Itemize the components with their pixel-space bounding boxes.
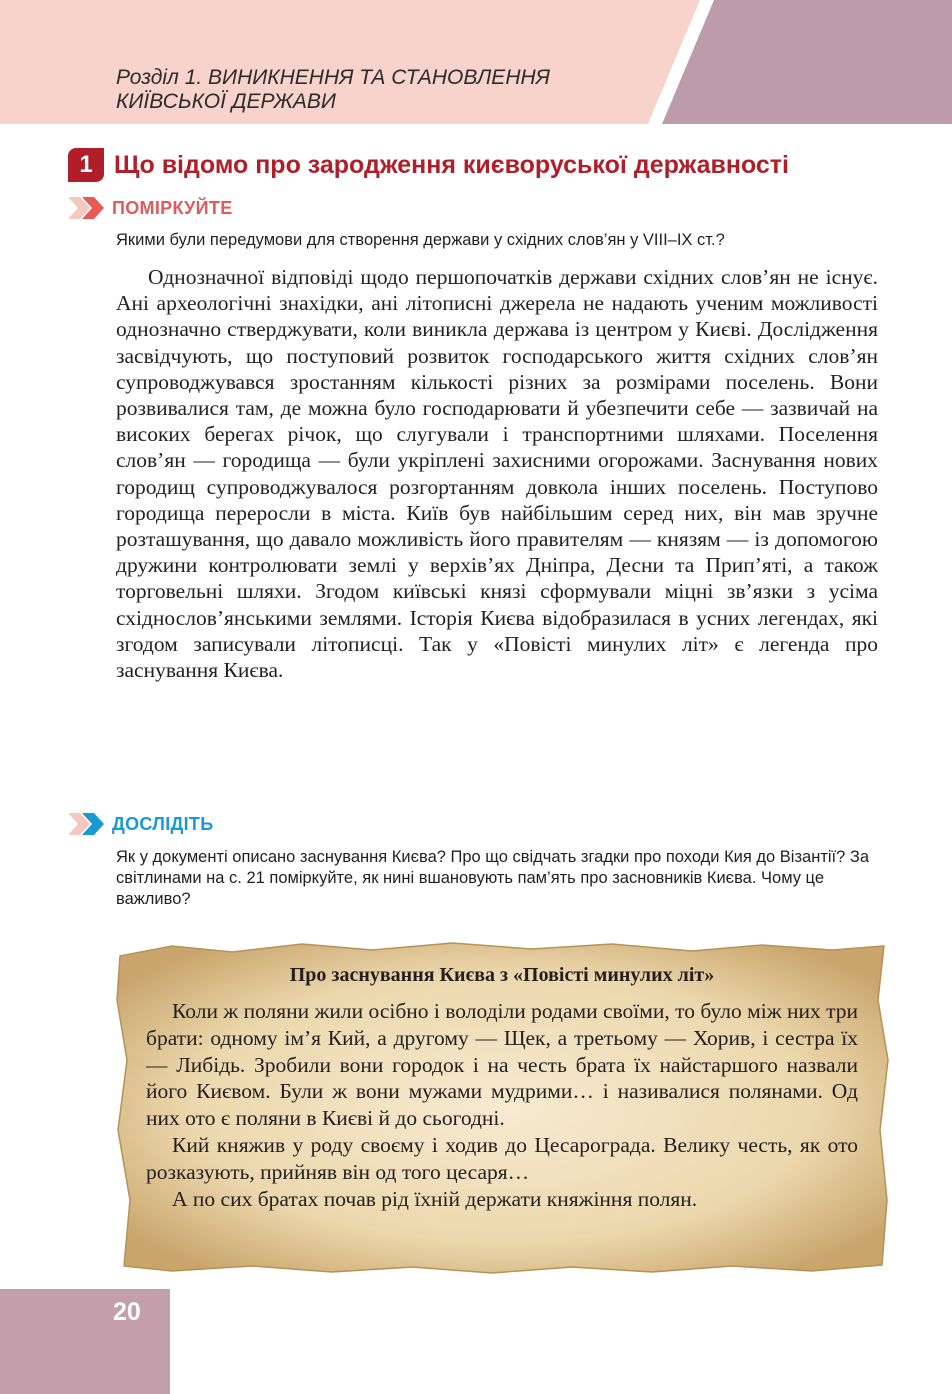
main-text: Однозначної відповіді щодо першопочатків держави східних слов’ян не існує. Ані археологічні знахідки, ані літописні джерела не надають ученим можливості однозначно стверджувати, коли виникла держава із центром у Києві. Дослідження засвідчують, що поступовий розвиток господарського життя східних слов’ян супроводжувався зростанням кількості різних за розмірами поселень. Вони розвивалися там, де можна було господарювати й убезпечити себе — зазвичай на високих берегах річок, що слугували і транспортними шляхами. Поселення слов’ян — городища — були укріплені захисними огорожами. Заснування нових городищ супроводжувалося розгортанням довкола інших поселень. Поступово городища переросли в міста. Київ був найбільшим серед них, він мав зручне розташування, що давало можливість його правителям — князям — із допомогою дружини контролювати землі у верхів’ях Дніпра, Десни та Прип’яті, а також торговельні шляхи. Згодом київські князі сформували міцні зв’язки з усіма східнослов’янськими землями. Історія Києва відобразилася в усних легендах, які згодом записували літописці. Так у «Повісті минулих літ» є легенда про заснування Києва. <box>116 265 878 683</box>
explore-tag <box>68 813 213 835</box>
section-number-badge: 1 <box>68 148 104 182</box>
header-band <box>0 0 952 124</box>
chapter-title-line1: ВИНИКНЕННЯ ТА СТАНОВЛЕННЯ <box>208 66 550 89</box>
double-chevron-icon <box>68 197 104 219</box>
section-title: Що відомо про зародження києворуської державності <box>114 151 789 179</box>
explore-label: ДОСЛІДІТЬ <box>112 813 214 834</box>
document-paragraph: Коли ж поляни жили осібно і володіли родами своїми, то було між них три брати: одному ім’я Кий, а другому — Щек, а третьому — Хорив, і сестра їх — Либідь. Зробили вони городок і на честь брата їх найстаршого назвали його Києвом. Були ж вони мужами мудрими… і називалися полянами. Од них ото є поляни в Києві й до сьогодні. <box>146 999 858 1131</box>
page-number: 20 <box>113 1298 141 1326</box>
document-paragraph: Кий княжив у роду своєму і ходив до Цесарограда. Велику честь, як ото розказують, прийняв він од того цесаря… <box>146 1132 858 1184</box>
double-chevron-icon <box>68 813 104 835</box>
document-text <box>146 998 858 1212</box>
explore-question: Як у документі описано заснування Києва? Про що свідчать згадки про походи Кия до Візантії? За світлинами на с. 21 поміркуйте, як нині вшановують пам’ять про засновників Києва. Чому це важливо? <box>116 848 870 908</box>
document-title: Про заснування Києва з «Повісті минулих літ» <box>289 964 715 986</box>
think-label: ПОМІРКУЙТЕ <box>112 197 233 218</box>
document-parchment <box>112 940 892 1275</box>
document-paragraph: А по сих братах почав рід їхній держати княжіння полян. <box>172 1186 698 1211</box>
think-question: Якими були передумови для створення держави у східних слов’ян у VIII–IX ст.? <box>116 231 725 249</box>
think-tag <box>68 197 233 219</box>
chapter-lead: Розділ 1. <box>116 66 209 89</box>
page-number-tab <box>0 1289 170 1394</box>
chapter-title-line2: КИЇВСЬКОЇ ДЕРЖАВИ <box>116 90 336 113</box>
chapter-title <box>116 66 636 114</box>
